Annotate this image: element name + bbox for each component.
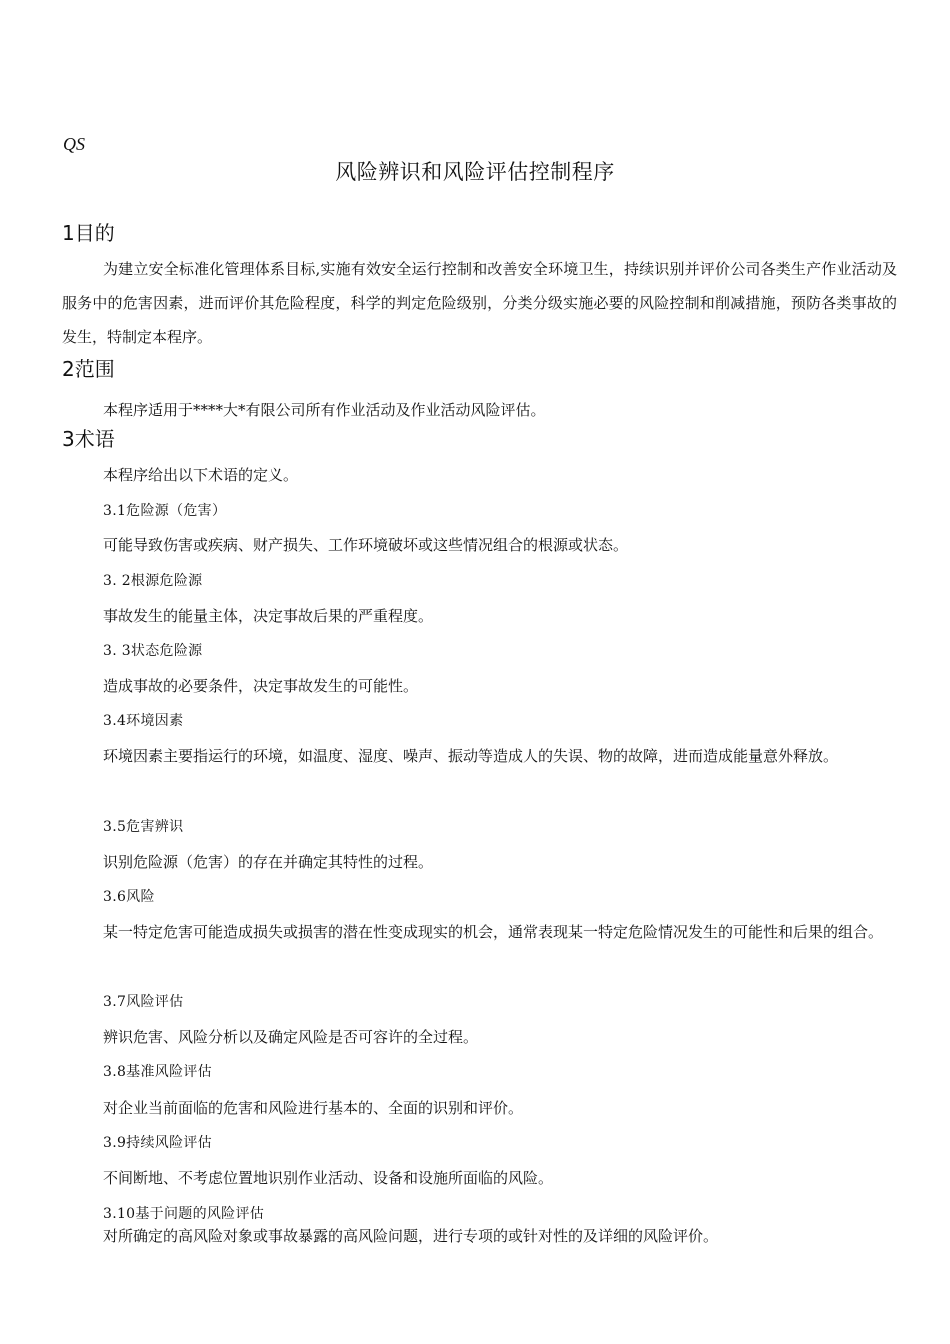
term-definition: 某一特定危害可能造成损失或损害的潜在性变成现实的机会，通常表现某一特定危险情况发生的可能性和后果的组合。: [103, 923, 884, 941]
term-definition: 环境因素主要指运行的环境，如温度、湿度、噪声、振动等造成人的失误、物的故障，进而造成能量意外释放。: [103, 747, 839, 765]
term-definition: 对企业当前面临的危害和风险进行基本的、全面的识别和评价。: [103, 1099, 524, 1117]
section-heading-scope: 2范围: [62, 357, 115, 381]
term-label: 3.6风险: [103, 889, 155, 905]
term-definition: 不间断地、不考虑位置地识别作业活动、设备和设施所面临的风险。: [103, 1169, 554, 1187]
term-label: 3. 3状态危险源: [103, 643, 203, 659]
section-body-scope: 本程序适用于****大*有限公司所有作业活动及作业活动风险评估。: [103, 401, 546, 419]
term-definition: 造成事故的必要条件，决定事故发生的可能性。: [103, 677, 419, 695]
document-title: 风险辨识和风险评估控制程序: [335, 160, 615, 184]
term-label: 3.5危害辨识: [103, 819, 184, 835]
section-body-purpose: 为建立安全标准化管理体系目标,实施有效安全运行控制和改善安全环境卫生，持续识别并评价公司各类生产作业活动及服务中的危害因素，进而评价其危险程度，科学的判定危险级别，分类分级实施必要的风险控制和削减措施，预防各类事故的发生，特制定本程序。: [62, 260, 897, 346]
term-label: 3.9持续风险评估: [103, 1135, 212, 1151]
term-label: 3.8基准风险评估: [103, 1064, 212, 1080]
term-definition: 可能导致伤害或疾病、财产损失、工作环境破坏或这些情况组合的根源或状态。: [103, 536, 629, 554]
term-definition: 事故发生的能量主体，决定事故后果的严重程度。: [103, 607, 434, 625]
section-heading-purpose: 1目的: [62, 221, 115, 245]
term-label: 3. 2根源危险源: [103, 573, 203, 589]
header-mark: QS: [63, 134, 85, 154]
term-label: 3.7风险评估: [103, 994, 184, 1010]
terms-intro: 本程序给出以下术语的定义。: [103, 466, 299, 484]
term-label: 3.10基于问题的风险评估: [103, 1206, 265, 1222]
term-label: 3.4环境因素: [103, 713, 184, 729]
term-definition: 对所确定的高风险对象或事故暴露的高风险问题，进行专项的或针对性的及详细的风险评价。: [103, 1227, 719, 1245]
section-heading-terms: 3术语: [62, 427, 115, 451]
term-definition: 辨识危害、风险分析以及确定风险是否可容许的全过程。: [103, 1028, 479, 1046]
term-label: 3.1危险源（危害）: [103, 503, 227, 519]
term-definition: 识别危险源（危害）的存在并确定其特性的过程。: [103, 853, 434, 871]
